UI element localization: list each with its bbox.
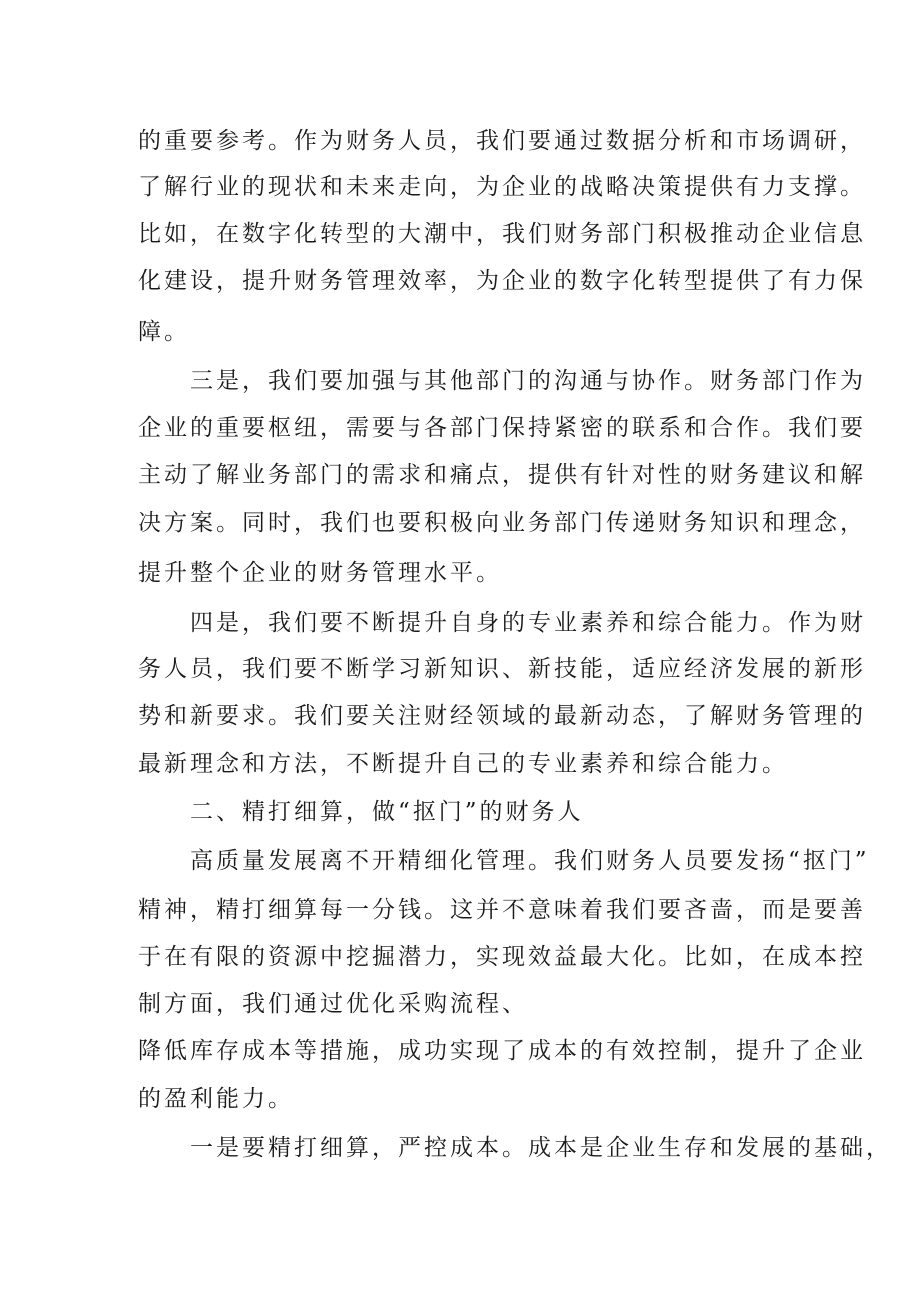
text-line: 势和新要求。我们要关注财经领域的最新动态，了解财务管理的 [138, 703, 866, 729]
paragraph-start-line: 一是要精打细算，严控成本。成本是企业生存和发展的基础， [190, 1135, 892, 1161]
text-line: 企业的重要枢纽，需要与各部门保持紧密的联系和合作。我们要 [138, 415, 866, 441]
paragraph-start-line: 三是，我们要加强与其他部门的沟通与协作。财务部门作为 [190, 368, 866, 394]
text-line: 决方案。同时，我们也要积极向业务部门传递财务知识和理念， [138, 510, 866, 536]
text-line: 务人员，我们要不断学习新知识、新技能，适应经济发展的新形 [138, 656, 866, 682]
text-line: 的重要参考。作为财务人员，我们要通过数据分析和市场调研， [138, 128, 866, 154]
paragraph-start-line: 四是，我们要不断提升自身的专业素养和综合能力。作为财 [190, 610, 866, 636]
text-line: 化建设，提升财务管理效率，为企业的数字化转型提供了有力保 [138, 268, 866, 294]
text-line: 提升整个企业的财务管理水平。 [138, 560, 502, 586]
text-line: 障。 [138, 319, 190, 345]
text-line: 了解行业的现状和未来走向，为企业的战略决策提供有力支撑。 [138, 174, 866, 200]
text-line: 比如，在数字化转型的大潮中，我们财务部门积极推动企业信息 [138, 221, 866, 247]
paragraph-start-line: 高质量发展离不开精细化管理。我们财务人员要发扬“抠门” [190, 848, 870, 874]
section-heading: 二、精打细算，做“抠门”的财务人 [190, 799, 584, 825]
text-line: 精神，精打细算每一分钱。这并不意味着我们要吝啬，而是要善 [138, 897, 866, 923]
text-line: 的盈利能力。 [138, 1086, 294, 1112]
text-line: 降低库存成本等措施，成功实现了成本的有效控制，提升了企业 [138, 1038, 866, 1064]
text-line: 主动了解业务部门的需求和痛点，提供有针对性的财务建议和解 [138, 462, 866, 488]
text-line: 制方面，我们通过优化采购流程、 [138, 991, 528, 1017]
text-line: 最新理念和方法，不断提升自己的专业素养和综合能力。 [138, 751, 788, 777]
text-line: 于在有限的资源中挖掘潜力，实现效益最大化。比如，在成本控 [138, 944, 866, 970]
